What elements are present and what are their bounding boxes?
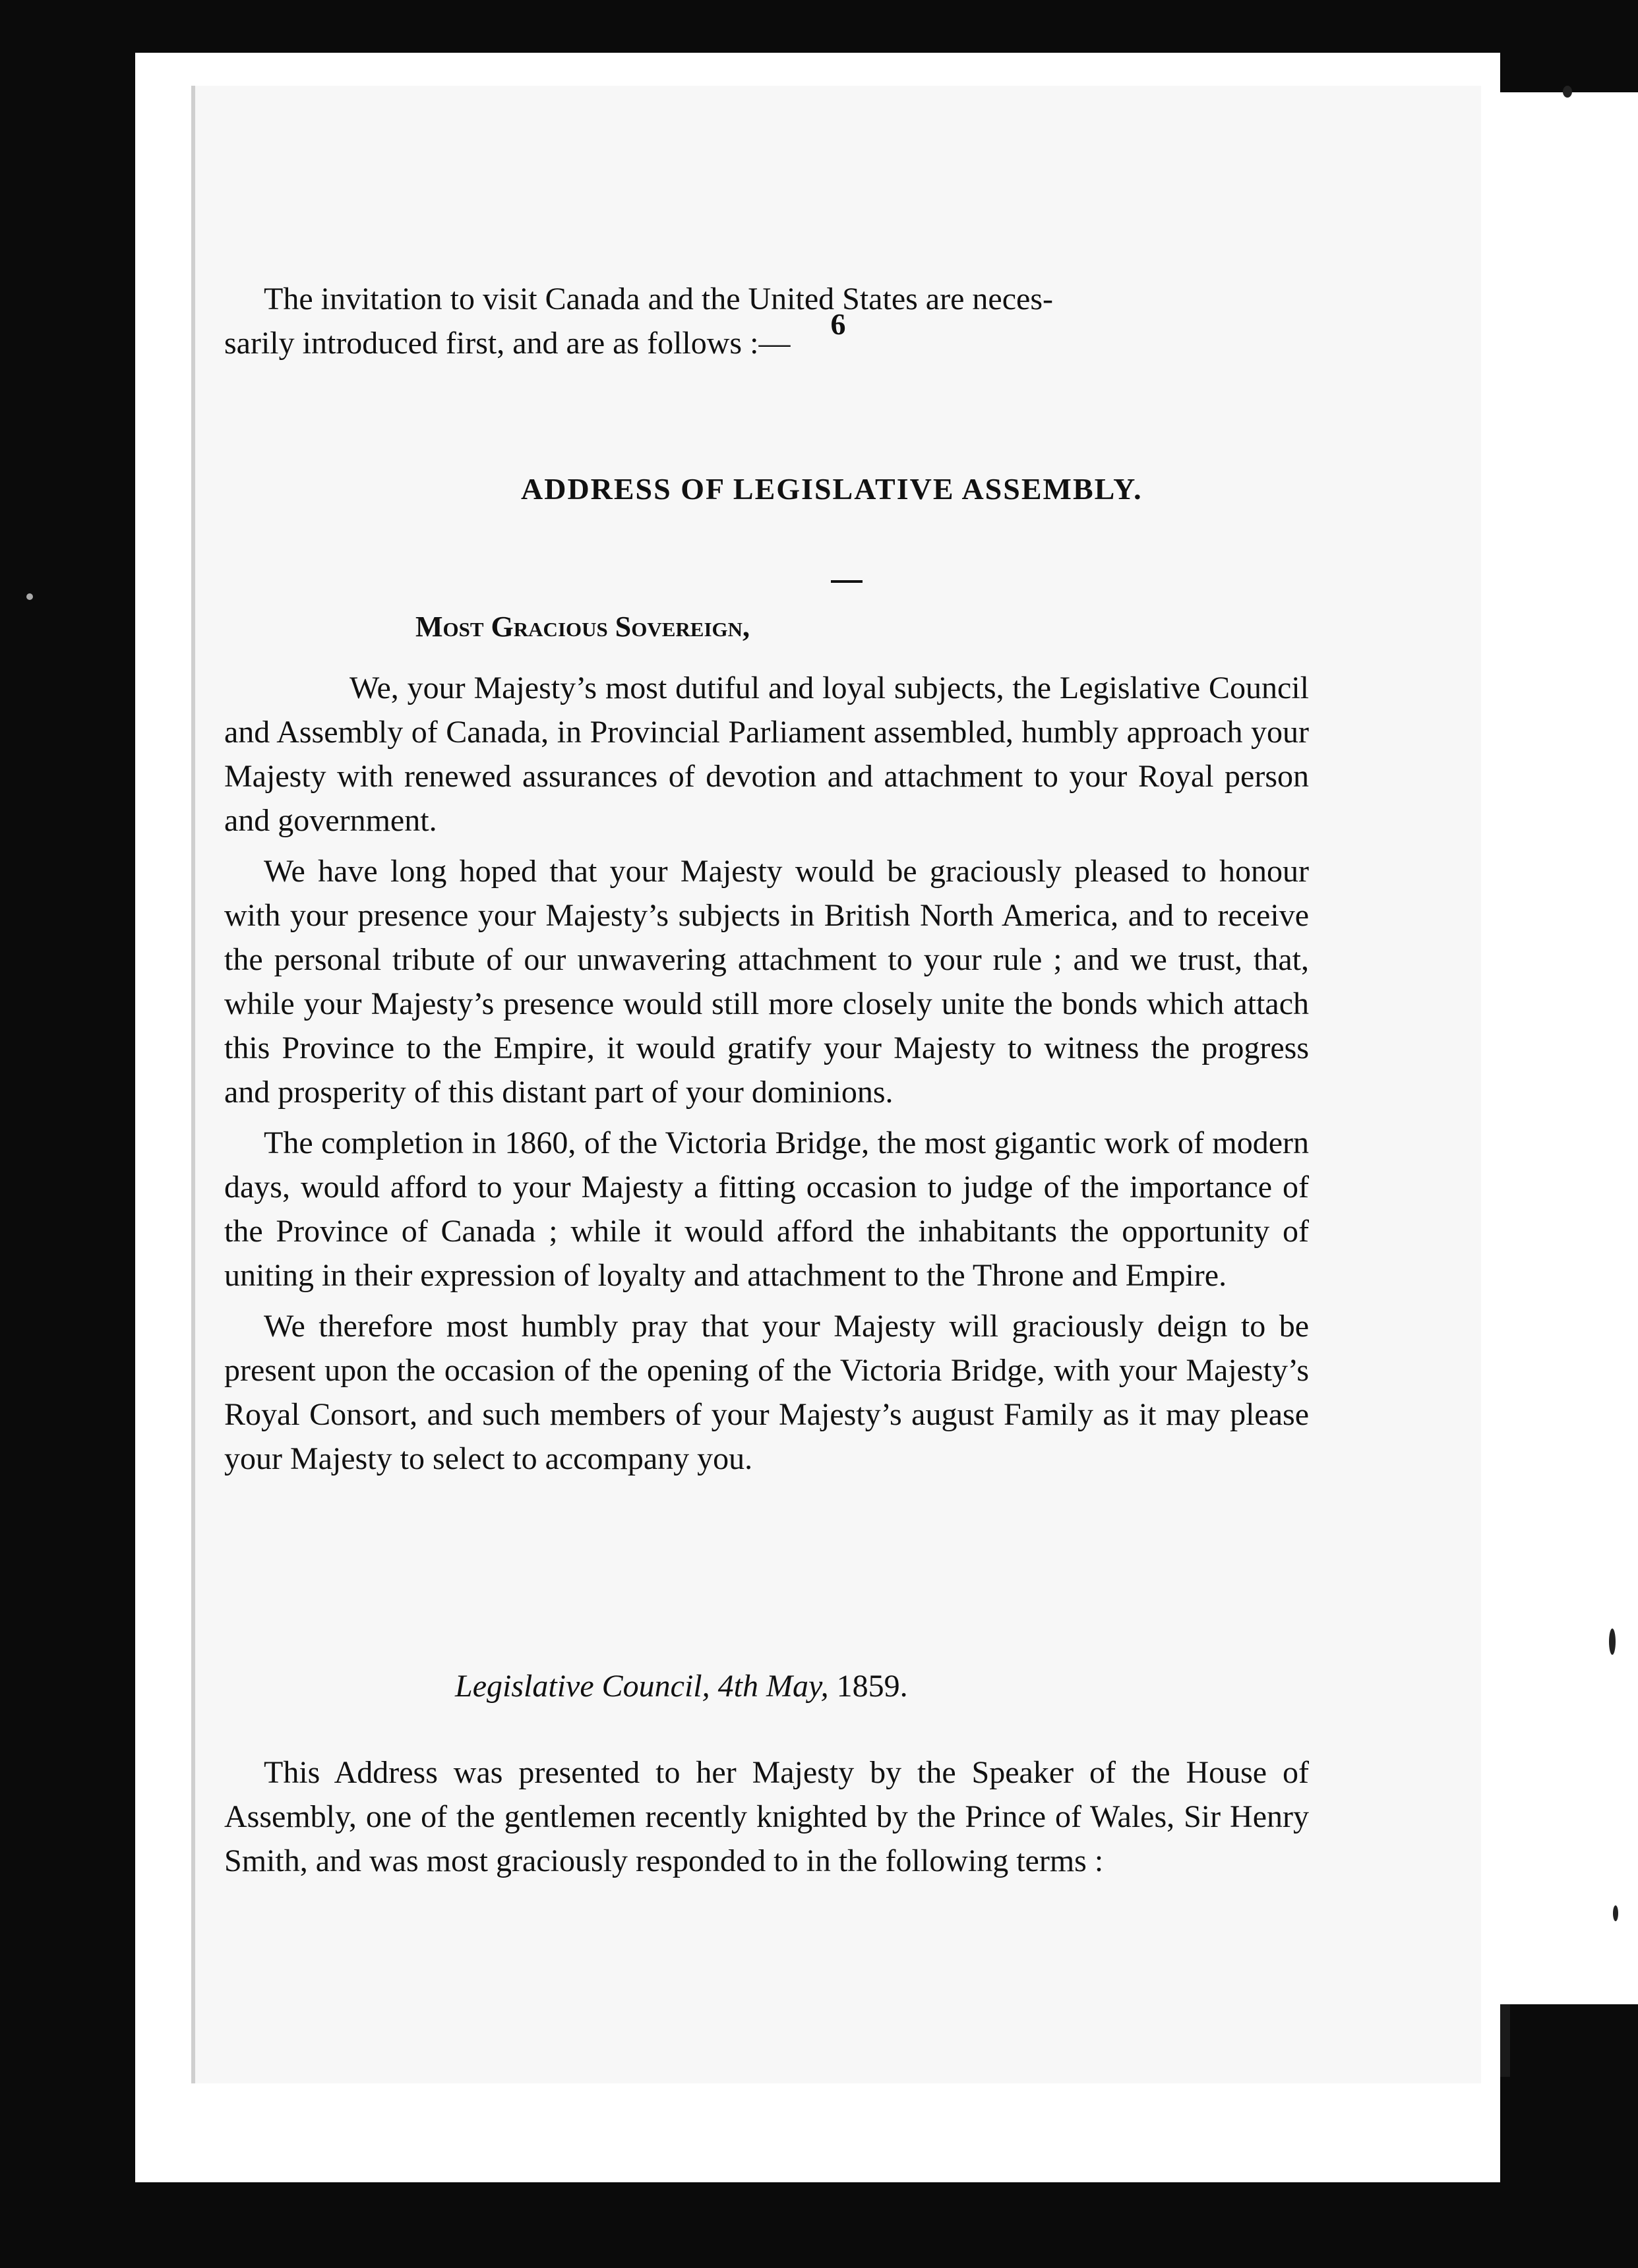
- paragraph-2: We have long hoped that your Majesty would be graciously pleased to honour with your presence your Majesty’s subjects in British North America, and to receive the personal tribute of our unwavering attachment to your rule ; and we trust, that, while your Majesty’s presence would still more closely unite the bonds which attach this Province to the Empire, it would gratify your Majesty to witness the progress and prosperity of this distant part of your dominions.: [224, 854, 1309, 1110]
- ink-speck: [1613, 1905, 1618, 1921]
- paragraph-4: We therefore most humbly pray that your Majesty will graciously deign to be present upon the occasion of the opening of the Victoria Bridge, with your Majesty’s Royal Consort, and such members of your Majesty’s august Family as it may please your Majesty to select to accompany you.: [224, 1309, 1309, 1476]
- closing-text: This Address was presented to her Majesty by the Speaker of the House of Assembly, one of the gentlemen recently knighted by the Prince of Wales, Sir Henry Smith, and was most graciously responded to in the following terms :: [224, 1755, 1309, 1878]
- heading-rule: [831, 580, 863, 583]
- closing-paragraph: [224, 1750, 1309, 1883]
- intro-text: [224, 277, 1309, 365]
- dateline: [455, 1668, 908, 1704]
- intro-line-1: The invitation to visit Canada and the United States are neces-: [264, 282, 1053, 316]
- salutation: Most Gracious Sovereign,: [415, 611, 750, 643]
- next-page-edge: [1497, 92, 1638, 2004]
- ink-speck: [26, 593, 33, 600]
- paragraph-3: The completion in 1860, of the Victoria Bridge, the most gigantic work of modern days, would afford to your Majesty a fitting occasion to judge of the importance of the Province of Canada ; while it would afford the inhabitants the opportunity of uniting in their expression of loyalty and attachment to the Throne and Empire.: [224, 1125, 1309, 1293]
- ink-speck: [1563, 86, 1572, 98]
- dateline-place: Legislative Council, 4th May,: [455, 1669, 829, 1704]
- address-body: [224, 666, 1309, 1487]
- ink-speck: [1609, 1628, 1616, 1655]
- dateline-year: 1859.: [836, 1669, 908, 1704]
- page-number: 6: [830, 307, 846, 341]
- section-heading: ADDRESS OF LEGISLATIVE ASSEMBLY.: [521, 472, 1143, 506]
- intro-line-2: sarily introduced first, and are as follows :—: [224, 326, 791, 361]
- paragraph-1: We, your Majesty’s most dutiful and loyal subjects, the Legislative Council and Assembly of Canada, in Provincial Parliament assembled, humbly approach your Majesty with renewed assurances of devotion and attachment to your Royal person and government.: [224, 671, 1309, 838]
